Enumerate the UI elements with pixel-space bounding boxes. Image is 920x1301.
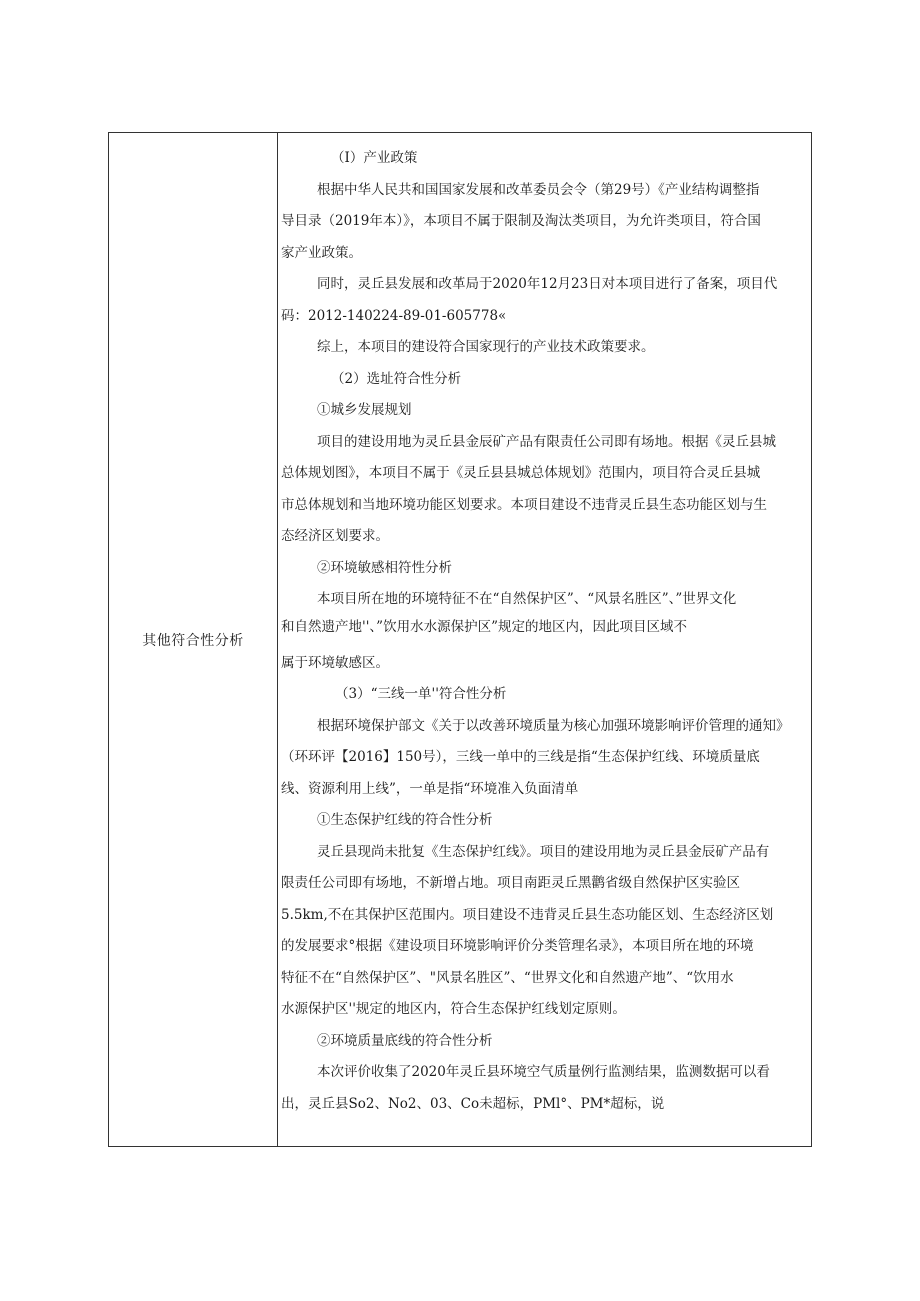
page-break-gap: [281, 634, 811, 648]
paragraph-line: 本次评价收集了2020年灵丘县环境空气质量例行监测结果，监测数据可以看: [317, 1064, 770, 1080]
content-cell: [278, 133, 811, 1146]
paragraph-line: 码：2012-140224-89-01-605778«: [281, 307, 507, 324]
analysis-table: [108, 132, 812, 1147]
paragraph-line: 线、资源利用上线”，一单是指“环境准入负面清单: [281, 780, 579, 797]
paragraph-line: 同时，灵丘县发展和改革局于2020年12月23日对本项目进行了备案，项目代: [317, 276, 778, 292]
paragraph-line: 综上，本项目的建设符合国家现行的产业技术政策要求。: [317, 339, 655, 355]
paragraph-line: 属于环境敏感区。: [281, 654, 389, 671]
paragraph-line: 本项目所在地的环境特征不在“自然保护区”、“风景名胜区”、”世界文化: [317, 591, 737, 607]
row-label: 其他符合性分析: [142, 632, 244, 649]
paragraph-line: 导目录（2019年本）》，本项目不属于限制及淘汰类项目，为允许类项目，符合国: [281, 213, 761, 229]
paragraph-line: 根据中华人民共和国国家发展和改革委员会令（第29号）《产业结构调整指: [317, 181, 760, 198]
paragraph-line-cut: 和自然遗产地''、”饮用水水源保护区”规定的地区内，因此项目区域不: [281, 618, 687, 634]
section-heading-site-selection: （2）选址符合性分析: [331, 370, 462, 387]
section-heading-three-lines: （3）“三线一单''符合性分析: [335, 686, 507, 702]
paragraph-line: 市总体规划和当地环境功能区划要求。本项目建设不违背灵丘县生态功能区划与生: [281, 496, 767, 513]
paragraph-line: 根据环境保护部文《关于以改善环境质量为核心加强环境影响评价管理的通知》: [317, 717, 790, 734]
paragraph-line: 限责任公司即有场地，不新增占地。项目南距灵丘黑鹳省级自然保护区实验区: [281, 875, 740, 891]
paragraph-line: 家产业政策。: [281, 244, 362, 261]
subheading-environmental-sensitivity: ②环境敏感相符性分析: [317, 559, 452, 576]
paragraph-line: 项目的建设用地为灵丘县金辰矿产品有限责任公司即有场地。根据《灵丘县城: [317, 433, 776, 450]
paragraph-line: 态经济区划要求。: [281, 528, 389, 544]
section-heading-industry-policy: （I）产业政策: [331, 150, 418, 166]
subheading-environmental-quality: ②环境质量底线的符合性分析: [317, 1032, 493, 1049]
paragraph-line: 出，灵丘县So2、No2、03、Co未超标，PMl°、PM*超标，说: [281, 1095, 665, 1112]
paragraph-line: 总体规划图》，本项目不属于《灵丘县县城总体规划》范围内，项目符合灵丘县城: [281, 465, 761, 481]
subheading-urban-rural-planning: ①城乡发展规划: [317, 402, 412, 418]
paragraph-line: 的发展要求°根据《建设项目环境影响评价分类管理名录》，本项目所在地的环境: [281, 938, 754, 954]
paragraph-line: 灵丘县现尚未批复《生态保护红线》。项目的建设用地为灵丘县金辰矿产品有: [317, 843, 770, 860]
paragraph-line: 特征不在“自然保护区”、"风景名胜区”、“世界文化和自然遗产地”、“饮用水: [281, 969, 734, 986]
row-label-cell: [109, 133, 278, 1146]
paragraph-line: （环环评【2016】150号），三线一单中的三线是指“生态保护红线、环境质量底: [281, 749, 760, 765]
paragraph-line: 水源保护区''规定的地区内，符合生态保护红线划定原则。: [281, 1001, 626, 1017]
subheading-ecological-redline: ①生态保护红线的符合性分析: [317, 812, 493, 828]
paragraph-line: 5.5km,不在其保护区范围内。项目建设不违背灵丘县生态功能区划、生态经济区划: [281, 906, 774, 923]
